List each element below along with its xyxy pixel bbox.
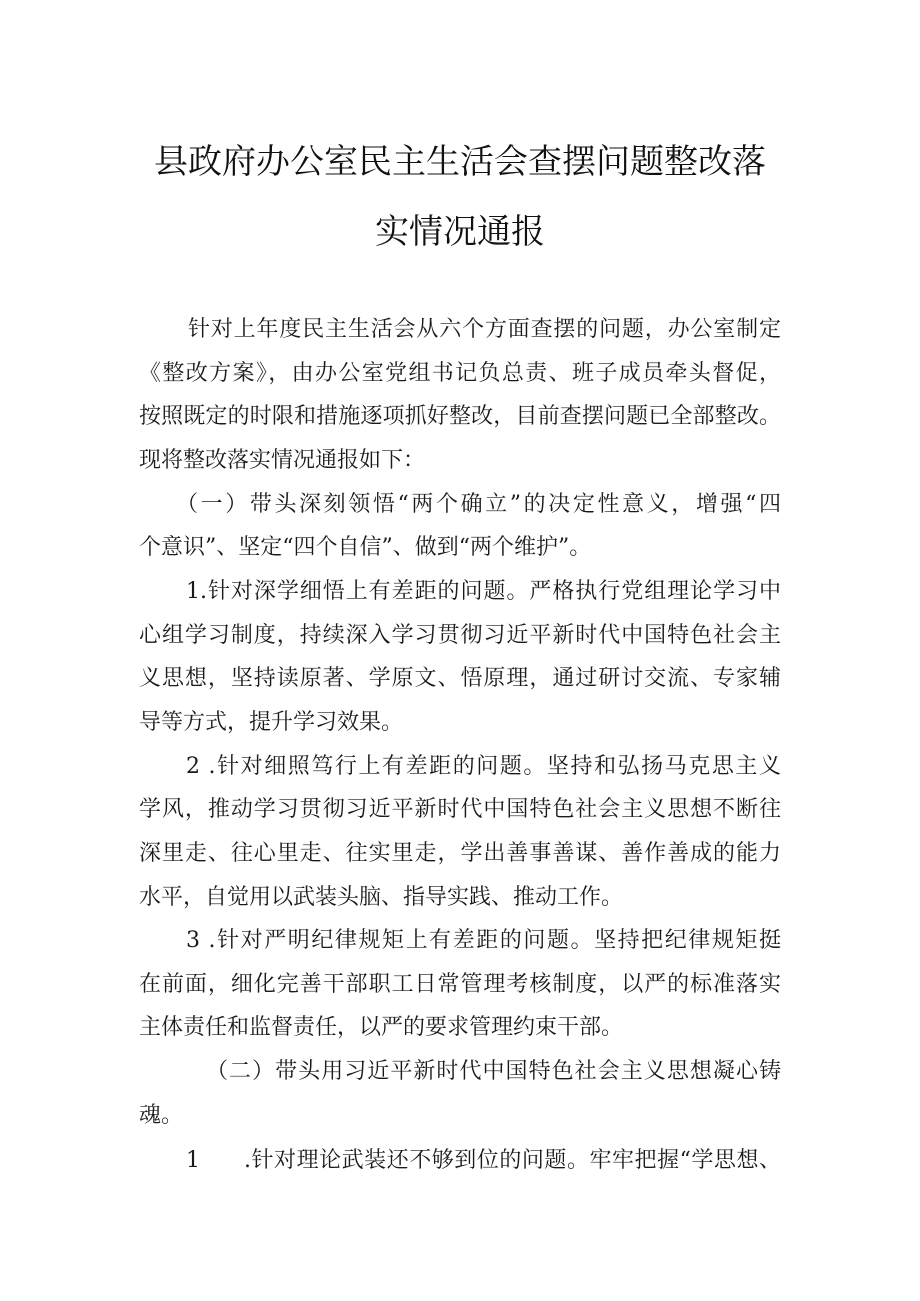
paragraph-line: 心组学习制度，持续深入学习贯彻习近平新时代中国特色社会主 (139, 623, 781, 648)
paragraph-line: 水平，自觉用以武装头脑、指导实践、推动工作。 (139, 885, 624, 910)
paragraph-line: 深里走、往心里走、往实里走，学出善事善谋、善作善成的能力 (139, 841, 781, 866)
section-heading-line: 个意识”、坚定“四个自信”、做到“两个维护”。 (139, 535, 592, 560)
section-heading-line: （一）带头深刻领悟“两个确立”的决定性意义，增强“四 (176, 492, 781, 517)
list-number: 1 (186, 1148, 200, 1173)
paragraph-line: 学风，推动学习贯彻习近平新时代中国特色社会主义思想不断往 (139, 797, 781, 822)
paragraph-line: 义思想，坚持读原著、学原文、悟原理，通过研讨交流、专家辅 (139, 666, 781, 691)
section-heading-line: 魂。 (139, 1103, 184, 1128)
paragraph-line: 2 .针对细照笃行上有差距的问题。坚持和弘扬马克思主义 (186, 754, 781, 779)
paragraph-line: 针对上年度民主生活会从六个方面查摆的问题，办公室制定 (188, 317, 781, 342)
paragraph-line: 主体责任和监督责任，以严的要求管理约束干部。 (139, 1015, 624, 1040)
document-title-line-1: 县政府办公室民主生活会查摆问题整改落 (154, 142, 766, 182)
paragraph-line: 导等方式，提升学习效果。 (139, 710, 404, 735)
paragraph-line: 现将整改落实情况通报如下： (139, 448, 426, 473)
paragraph-line: .针对理论武装还不够到位的问题。牢牢把握“学思想、 (244, 1148, 781, 1173)
section-heading-line: （二）带头用习近平新时代中国特色社会主义思想凝心铸 (206, 1059, 781, 1084)
paragraph-line: 在前面，细化完善干部职工日常管理考核制度，以严的标准落实 (139, 972, 781, 997)
paragraph-line: 按照既定的时限和措施逐项抓好整改，目前查摆问题已全部整改。 (139, 404, 781, 429)
paragraph-line: 1.针对深学细悟上有差距的问题。严格执行党组理论学习中 (186, 579, 781, 604)
paragraph-line: 《整改方案》，由办公室党组书记负总责、班子成员牵头督促， (139, 361, 781, 386)
paragraph-line: 3 .针对严明纪律规矩上有差距的问题。坚持把纪律规矩挺 (186, 928, 781, 953)
document-title-line-2: 实情况通报 (375, 212, 545, 252)
